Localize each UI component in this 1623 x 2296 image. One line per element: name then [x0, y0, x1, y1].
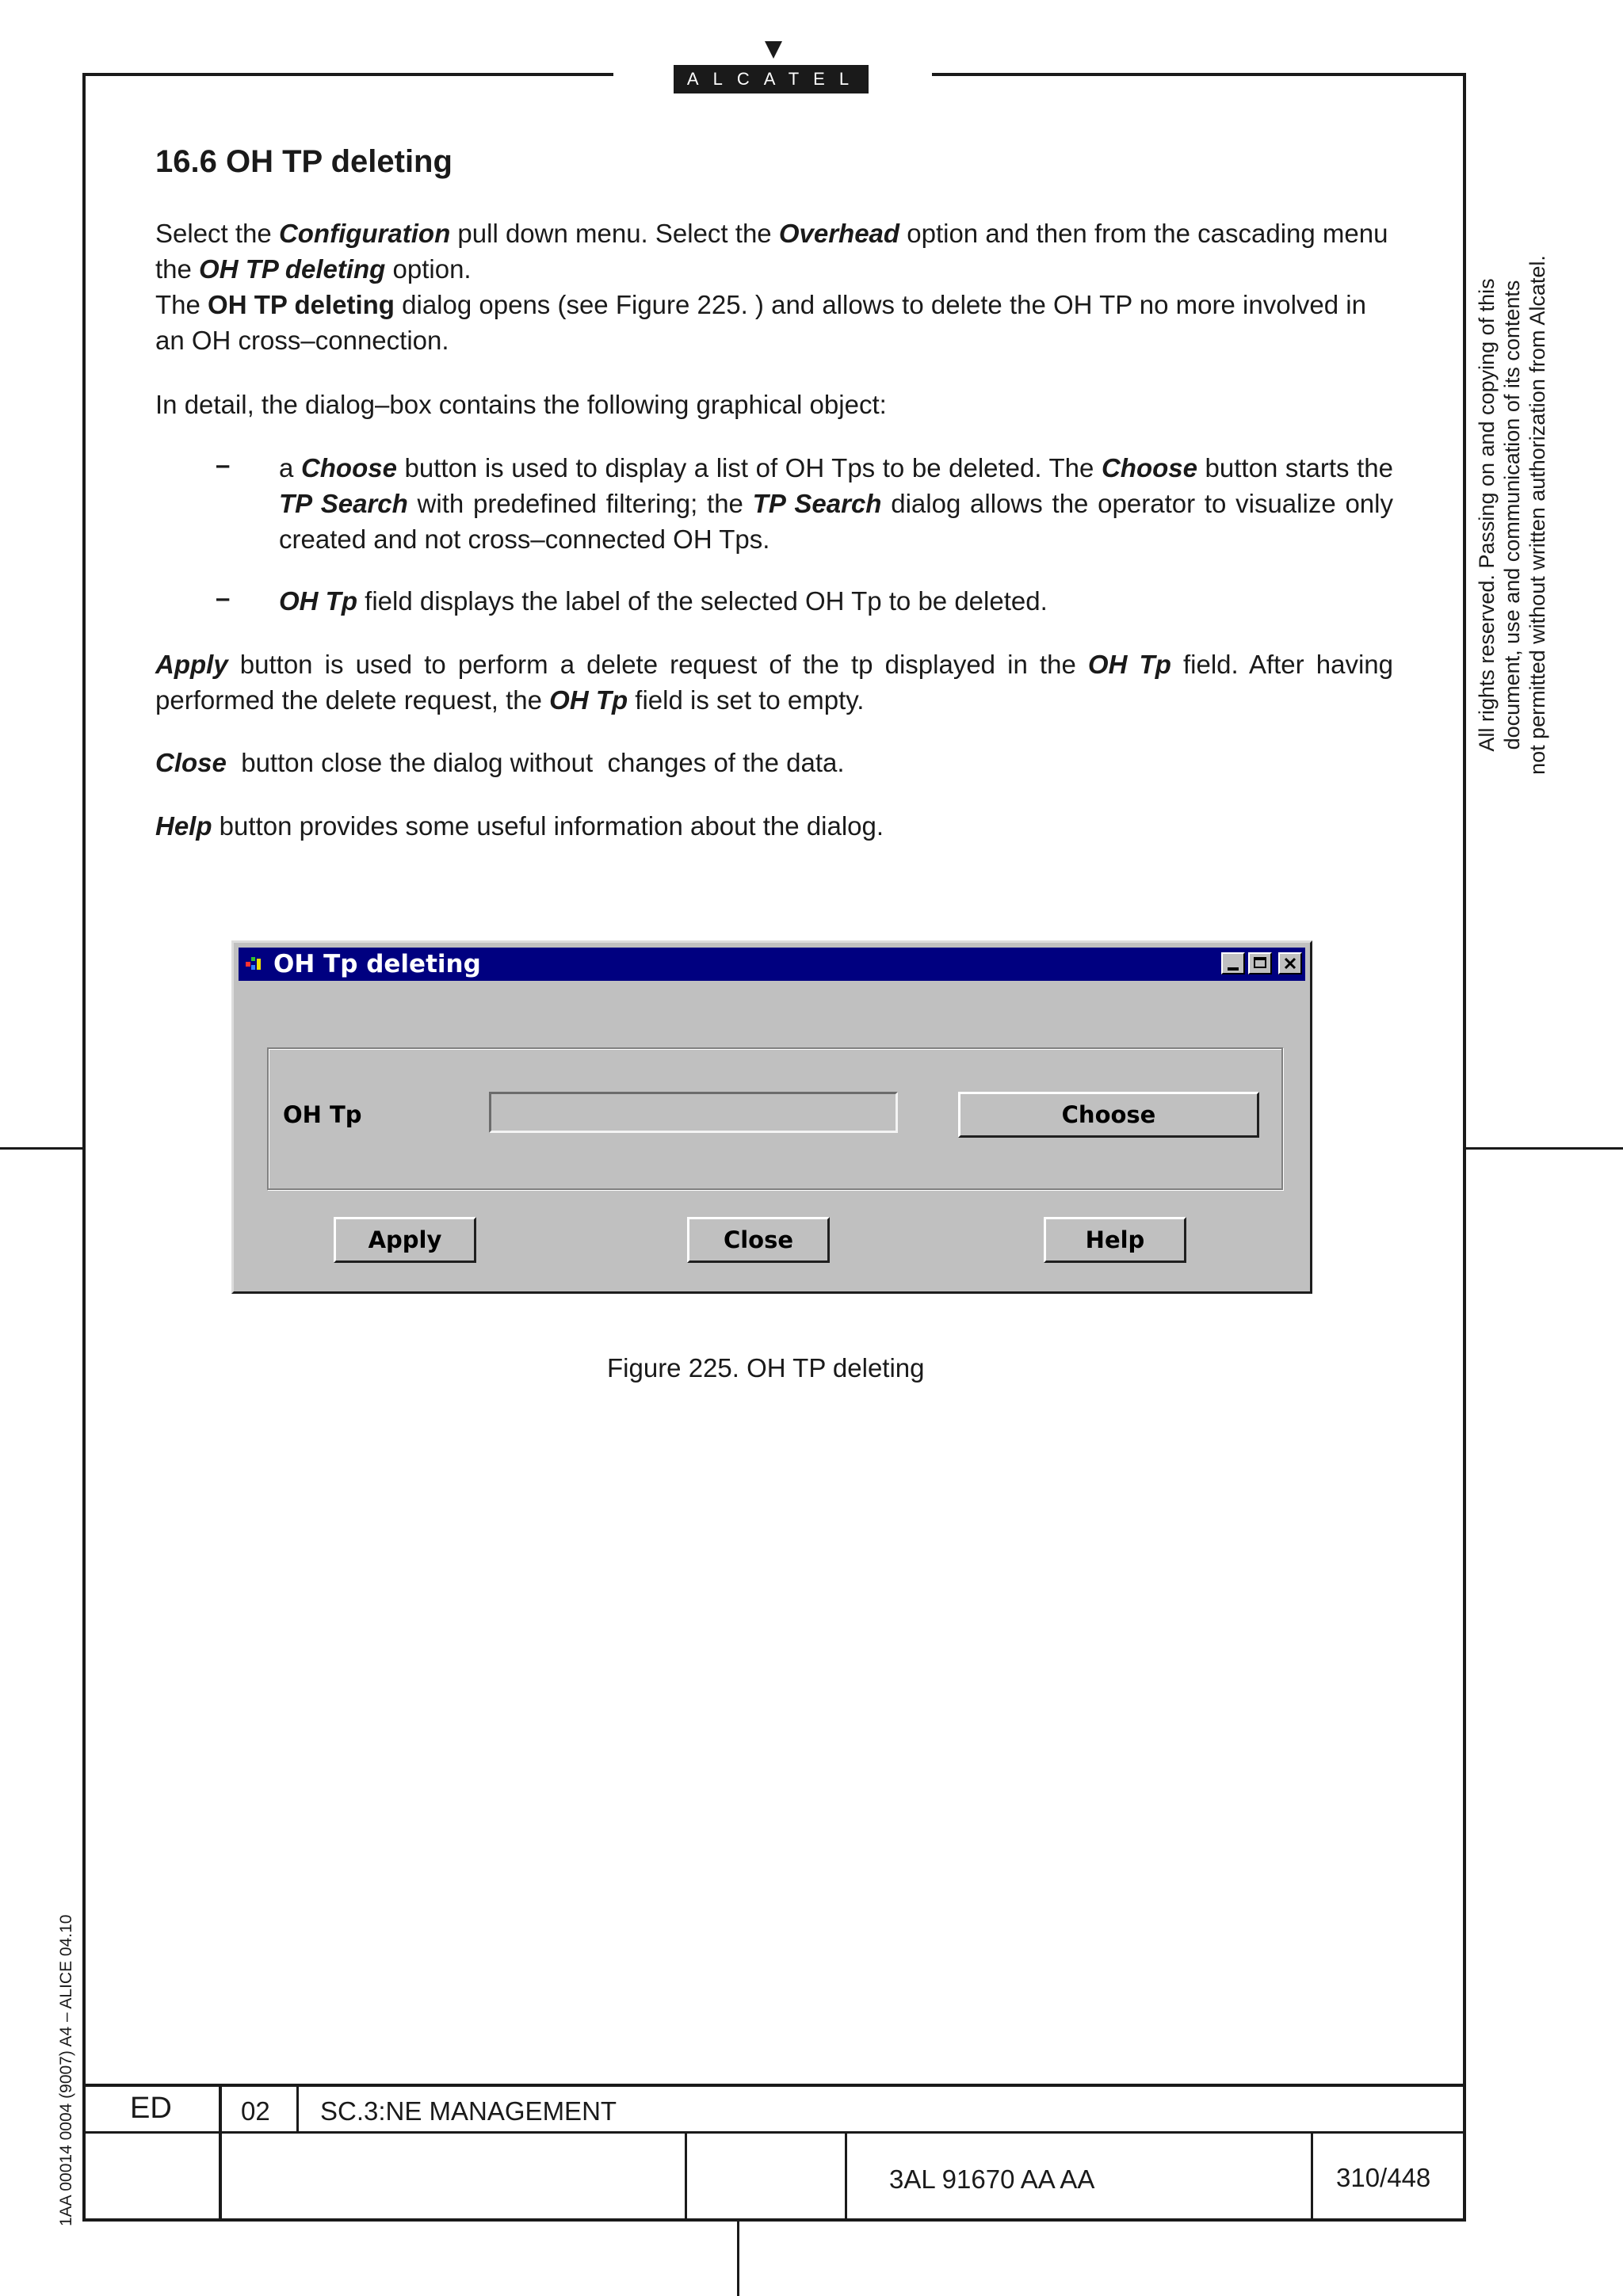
bullet-dash: –: [216, 583, 231, 612]
close-button[interactable]: Close: [687, 1217, 830, 1263]
footer-divider: [845, 2131, 847, 2222]
section-heading: 16.6 OH TP deleting: [155, 144, 453, 179]
footer-divider: [685, 2131, 687, 2222]
choose-button[interactable]: Choose: [958, 1092, 1259, 1138]
maximize-button[interactable]: [1248, 952, 1272, 974]
bullet-dash: –: [216, 450, 231, 479]
paragraph-apply: Apply button is used to perform a delete request of the tp displayed in the OH Tp field. After having performed the delete request, the OH Tp field is set to empty.: [155, 650, 1394, 715]
footer-ed-label: ED: [130, 2092, 172, 2125]
help-button[interactable]: Help: [1044, 1217, 1186, 1263]
footer-mid-line: [82, 2131, 1466, 2134]
ohtp-field-label: OH Tp: [283, 1101, 362, 1128]
left-border: [82, 73, 86, 2222]
dialog-title: OH Tp deleting: [273, 950, 481, 978]
footer-divider: [1311, 2131, 1313, 2222]
paragraph-detail: In detail, the dialog–box contains the following graphical object:: [155, 390, 887, 419]
copyright-notice: All rights reserved. Passing on and copying of this document, use and communication of its contents not permitted without written authorization from Alcatel.: [1475, 255, 1549, 775]
minimize-button[interactable]: [1221, 952, 1245, 974]
footer-stem: [737, 2222, 739, 2296]
footer-doc-number: 3AL 91670 AA AA: [889, 2164, 1095, 2194]
ohtp-field[interactable]: [489, 1092, 898, 1133]
footer-title: SC.3:NE MANAGEMENT: [320, 2096, 617, 2126]
close-icon: [1284, 957, 1296, 970]
oh-tp-deleting-dialog: [231, 940, 1312, 1294]
footer-ed-value: 02: [241, 2096, 270, 2126]
side-mark-right: [1466, 1147, 1623, 1150]
maximize-icon: [1254, 957, 1266, 968]
footer-top-line: [82, 2084, 1466, 2087]
close-window-button[interactable]: [1278, 952, 1302, 974]
footer-divider: [219, 2084, 222, 2222]
form-code: 1AA 00014 0004 (9007) A4 – ALICE 04.10: [57, 1914, 75, 2226]
apply-button[interactable]: Apply: [334, 1217, 476, 1263]
app-icon: [245, 955, 265, 973]
paragraph-help: Help button provides some useful information about the dialog.: [155, 811, 884, 841]
footer-page-number: 310/448: [1336, 2163, 1431, 2192]
paragraph-intro: Select the Configuration pull down menu. Select the Overhead option and then from the cascading menu the OH TP deleting option. The OH TP deleting dialog opens (see Figure 225. ) and allows to delete the OH TP no more involved in an OH cross–connection.: [155, 219, 1388, 355]
side-mark-left: [0, 1147, 82, 1150]
bullet-choose: a Choose button is used to display a list of OH Tps to be deleted. The Choose button starts the TP Search with predefined filtering; the TP Search dialog allows the operator to visualize only created and not cross–connected OH Tps.: [279, 453, 1394, 554]
bullet-ohtp: OH Tp field displays the label of the selected OH Tp to be deleted.: [279, 586, 1048, 616]
dialog-titlebar[interactable]: [239, 948, 1305, 981]
figure-caption: Figure 225. OH TP deleting: [607, 1353, 925, 1383]
minimize-icon: [1228, 967, 1239, 971]
logo-triangle-icon: [765, 41, 782, 59]
footer-bottom-line: [82, 2218, 1466, 2222]
footer-divider: [296, 2084, 299, 2133]
top-border-right: [932, 73, 1466, 76]
paragraph-close: Close button close the dialog without changes of the data.: [155, 748, 845, 777]
top-border-left: [82, 73, 613, 76]
alcatel-logo: ALCATEL: [674, 65, 869, 93]
